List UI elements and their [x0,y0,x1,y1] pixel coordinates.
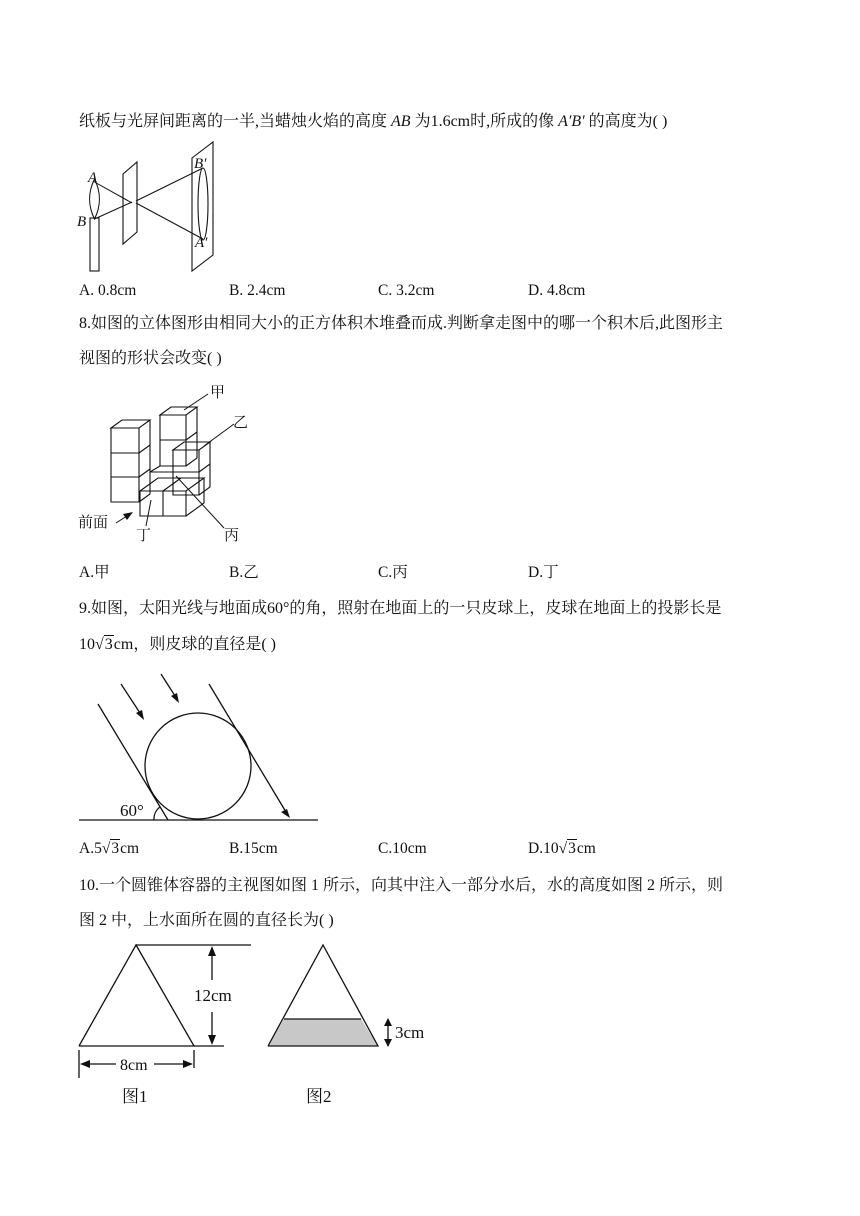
ray-right-tangent [209,684,286,812]
ball-circle [145,713,251,819]
angle-arc [154,807,160,820]
label-b: B [77,214,87,230]
q7-option-a[interactable]: A. 0.8cm [79,282,137,299]
label-8cm: 8cm [120,1057,148,1074]
q8-option-a[interactable]: A.甲 [79,564,110,581]
caption-figure-2: 图2 [306,1087,332,1106]
q7-stem [79,111,667,133]
ray-to-bp [136,168,203,201]
leader-yi [204,424,234,446]
front-arrow-head [123,512,133,520]
label-front: 前面 [78,515,109,531]
cube-jia [160,407,197,415]
cube-ding-row [140,478,204,516]
label-yi: 乙 [233,415,249,431]
q9-option-b[interactable]: B.15cm [229,840,278,857]
q9-stem-line-1: 9.如图，太阳光线与地面成60°的角，照射在地面上的一只皮球上，皮球在地面上的投影长是 [79,600,722,617]
label-bp: B′ [194,156,207,172]
cube-bing-row [150,466,173,472]
label-jia: 甲 [210,385,226,401]
ray-b [95,202,133,219]
q7-ab-symbol: AB [391,113,411,130]
q7-option-c[interactable]: C. 3.2cm [378,282,435,299]
ray-to-ap [136,203,203,239]
q9-stem-text: cm，则皮球的直径是( ) [113,636,276,653]
q9-ball-figure [76,672,326,827]
q9-option-c[interactable]: C.10cm [378,840,427,857]
q8-block-figure [76,380,266,550]
label-a: A [88,170,98,186]
q7-option-b[interactable]: B. 2.4cm [229,282,286,299]
height-arrow-up [208,946,216,956]
water-arrow-up [384,1018,392,1026]
q10-stem-line-1: 10.一个圆锥体容器的主视图如图 1 所示，向其中注入一部分水后，水的高度如图 2 所示，则 [79,877,724,894]
caption-figure-1: 图1 [122,1087,148,1106]
q9-option-a[interactable]: A.5√3cm [79,840,140,857]
water-arrow-down [384,1039,392,1047]
label-bing: 丙 [224,528,240,544]
ray-arrow-1 [121,684,142,716]
q9-length-number: 10 [79,636,95,653]
q8-option-d[interactable]: D.丁 [528,564,559,581]
label-12cm: 12cm [194,986,232,1005]
q7-stem-text-1: 纸板与光屏间距离的一半,当蜡烛火焰的高度 [79,113,392,130]
q8-option-b[interactable]: B.乙 [229,564,259,581]
q8-option-c[interactable]: C.丙 [378,564,408,581]
middle-column-cubes [160,407,197,466]
candle-body [90,218,99,271]
q8-stem-line-2: 视图的形状会改变( ) [79,350,222,367]
arrow-head-3 [281,809,290,818]
q10-stem-line-2: 图 2 中，上水面所在圆的直径长为( ) [79,912,334,929]
water-region [268,1019,378,1046]
width-arrow-left [80,1060,90,1068]
q9-stem-line-2 [79,634,276,656]
label-3cm: 3cm [395,1023,425,1042]
image-ellipse [198,168,208,240]
height-arrow-down [208,1035,216,1045]
q10-figure-1 [76,940,256,1110]
q7-pinhole-figure [76,138,226,274]
label-60-degree: 60° [120,801,144,820]
arrow-head-1 [136,710,144,720]
label-ding: 丁 [136,528,152,544]
q7-stem-text-2: 为1.6cm时,所成的像 [410,113,559,130]
q9-option-d[interactable]: D.10√3cm [528,840,596,857]
leader-bing [176,476,224,528]
q7-stem-text-3: 的高度为( ) [584,113,668,130]
cone-front-view [79,945,194,1046]
q9-sqrt: √3 [95,636,113,653]
q7-apbp-symbol: A′B′ [558,113,585,130]
q7-option-d[interactable]: D. 4.8cm [528,282,586,299]
leader-ding [146,500,151,526]
q10-figure-2 [262,940,442,1110]
q8-stem-line-1: 8.如图的立体图形由相同大小的正方体积木堆叠而成.判断拿走图中的哪一个积木后,此图形主 [79,315,724,332]
label-ap: A′ [195,235,208,251]
left-column-cubes [111,420,150,502]
arrow-head-2 [171,693,179,703]
width-arrow-right [183,1060,193,1068]
ray-a [95,182,133,203]
